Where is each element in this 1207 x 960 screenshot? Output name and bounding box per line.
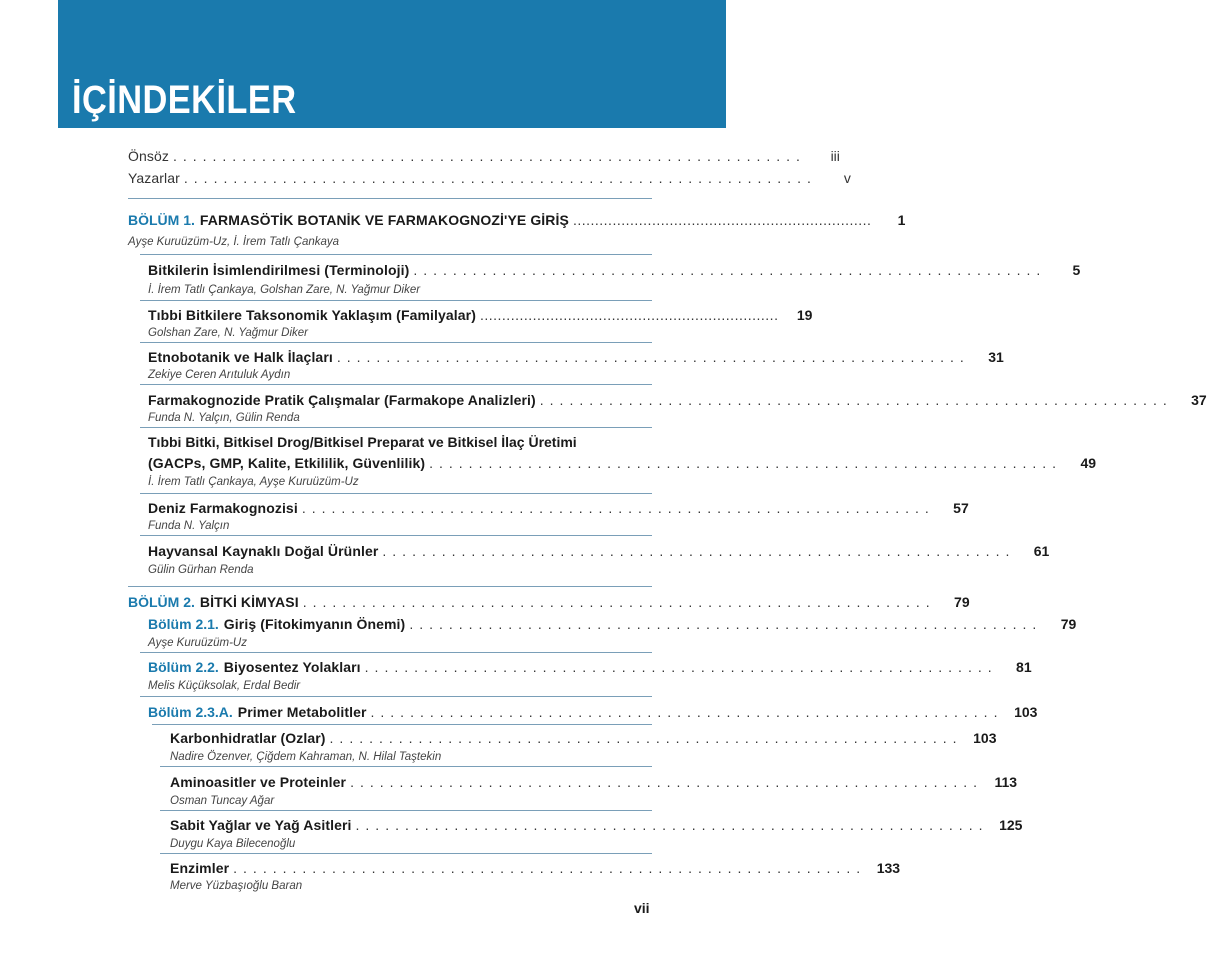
dot-leader: ................................................................ [413,262,1047,278]
toc-entry-page: 81 [1016,659,1032,675]
dot-leader: ................................................................ [183,170,817,186]
toc-entry-authors: Golshan Zare, N. Yağmur Diker [148,327,308,339]
toc-entry-title: Enzimler [170,860,230,876]
divider [160,766,652,767]
dot-leader: ................................................................ [301,500,935,516]
dot-leader: ................................................................ [355,817,989,833]
toc-entry-page: 79 [1060,616,1077,632]
toc-entry-authors: Osman Tuncay Ağar [170,795,275,807]
toc-entry-title: Hayvansal Kaynaklı Doğal Ürünler [148,543,379,559]
toc-entry-title-line-2: (GACPs, GMP, Kalite, Etkililik, Güvenlilik) [148,455,426,471]
toc-entry-page: v [843,170,851,186]
toc-entry-authors: Gülin Gürhan Renda [148,564,254,576]
section-title: BİTKİ KİMYASI [199,594,299,610]
chapter-prefix: Bölüm 2.1. [148,616,219,632]
toc-entry-title: Aminoasitler ve Proteinler [170,774,347,790]
toc-entry-authors: Duygu Kaya Bilecenoğlu [170,838,296,850]
toc-entry-subchapter[interactable] [170,774,1018,790]
toc-entry-chapter[interactable] [148,262,1081,278]
toc-entry-authors: Ayşe Kuruüzüm-Uz [148,637,247,649]
divider [140,652,652,653]
divider [140,493,652,494]
toc-entry-chapter[interactable] [148,349,1004,365]
chapter-prefix: Bölüm 2.2. [148,659,219,675]
toc-entry-chapter[interactable] [148,543,1050,559]
divider [152,724,652,725]
toc-entry-authors: Funda N. Yalçın, Gülin Renda [148,412,300,424]
toc-entry-title: Deniz Farmakognozisi [148,500,298,516]
toc-entry-page: 133 [876,860,901,876]
toc-section-bolum-1[interactable] [128,212,906,228]
toc-entry-title: Sabit Yağlar ve Yağ Asitleri [170,817,352,833]
toc-entry-title: Yazarlar [128,170,180,186]
divider [140,696,652,697]
toc-entry-title: Primer Metabolitler [237,704,367,720]
toc-entry-chapter[interactable] [148,307,813,323]
toc-entry-authors: Nadire Özenver, Çiğdem Kahraman, N. Hilal Taştekin [170,751,442,763]
section-authors: Ayşe Kuruüzüm-Uz, İ. İrem Tatlı Çankaya [128,236,340,248]
toc-entry-title[interactable]: Tıbbi Bitki, Bitkisel Drog/Bitkisel Preparat ve Bitkisel İlaç Üretimi [148,434,577,450]
section-title: FARMASÖTİK BOTANİK VE FARMAKOGNOZİ'YE GİRİŞ [199,212,569,228]
chapter-prefix: Bölüm 2.3.A. [148,704,233,720]
dot-leader: ................................................................ [370,704,1004,720]
toc-entry-chapter[interactable] [148,500,969,516]
divider [160,853,652,854]
dot-leader: ................................................................ [364,659,998,675]
section-page: 1 [897,212,906,228]
toc-entry-page: 113 [994,774,1018,790]
toc-entry-page: 19 [796,307,813,323]
divider [128,586,652,587]
toc-entry-yazarlar[interactable] [128,170,851,186]
dot-leader: .................................................................... [572,212,872,228]
section-prefix: BÖLÜM 1. [128,212,195,228]
dot-leader: ................................................................ [429,455,1063,471]
dot-leader: ................................................................ [329,730,963,746]
toc-entry-subchapter[interactable] [170,860,901,876]
toc-entry-page: 31 [988,349,1004,365]
toc-entry-subchapter[interactable] [170,817,1023,833]
divider [160,810,652,811]
toc-section-bolum-2[interactable] [128,594,970,610]
divider [140,342,652,343]
divider [128,198,652,199]
dot-leader: ................................................................ [409,616,1043,632]
dot-leader: ................................................................ [382,543,1016,559]
toc-entry-title: Karbonhidratlar (Ozlar) [170,730,326,746]
toc-entry-page: 125 [999,817,1023,833]
toc-entry-title: Önsöz [128,148,169,164]
dot-leader: .................................................................... [479,307,779,323]
toc-entry-title: Farmakognozide Pratik Çalışmalar (Farmakope Analizleri) [148,392,536,408]
divider [140,254,652,255]
toc-entry-page: 49 [1080,455,1097,471]
toc-entry-chapter[interactable] [148,659,1032,675]
toc-entry-page: 103 [1014,704,1038,720]
page-title: İÇİNDEKİLER [72,78,297,122]
toc-entry-authors: Zekiye Ceren Arıtuluk Aydın [148,369,291,381]
toc-entry-title: Bitkilerin İsimlendirilmesi (Terminoloji) [148,262,410,278]
divider [140,427,652,428]
divider [140,300,652,301]
toc-entry-page: 57 [953,500,969,516]
toc-entry-page: 37 [1191,392,1207,408]
toc-entry-page: 103 [973,730,997,746]
toc-entry-page: 61 [1033,543,1050,559]
dot-leader: ................................................................ [172,148,806,164]
toc-entry-onsoz[interactable] [128,148,840,164]
dot-leader: ................................................................ [302,594,936,610]
toc-entry-title: Etnobotanik ve Halk İlaçları [148,349,333,365]
toc-entry-authors: Melis Küçüksolak, Erdal Bedir [148,680,301,692]
toc-entry-authors: İ. İrem Tatlı Çankaya, Ayşe Kuruüzüm-Uz [148,476,359,488]
dot-leader: ................................................................ [233,860,867,876]
toc-entry-authors: Merve Yüzbaşıoğlu Baran [170,880,303,892]
toc-entry-title: Giriş (Fitokimyanın Önemi) [223,616,406,632]
dot-leader: ................................................................ [350,774,984,790]
toc-entry-authors: Funda N. Yalçın [148,520,230,532]
toc-entry-page: 5 [1072,262,1081,278]
divider [140,535,652,536]
toc-entry-subchapter[interactable] [170,730,997,746]
toc-entry-title: Biyosentez Yolakları [223,659,361,675]
toc-entry-chapter[interactable] [148,455,1097,471]
dot-leader: ................................................................ [336,349,970,365]
toc-entry-chapter[interactable] [148,392,1207,408]
toc-entry-page: iii [830,148,840,164]
page-number: vii [634,900,650,916]
toc-entry-authors: İ. İrem Tatlı Çankaya, Golshan Zare, N. Yağmur Diker [148,284,421,296]
divider [140,384,652,385]
toc-entry-chapter[interactable] [148,616,1077,632]
dot-leader: ................................................................ [539,392,1173,408]
section-prefix: BÖLÜM 2. [128,594,195,610]
toc-entry-title: Tıbbi Bitkilere Taksonomik Yaklaşım (Familyalar) [148,307,476,323]
section-page: 79 [954,594,970,610]
toc-entry-chapter[interactable] [148,704,1038,720]
